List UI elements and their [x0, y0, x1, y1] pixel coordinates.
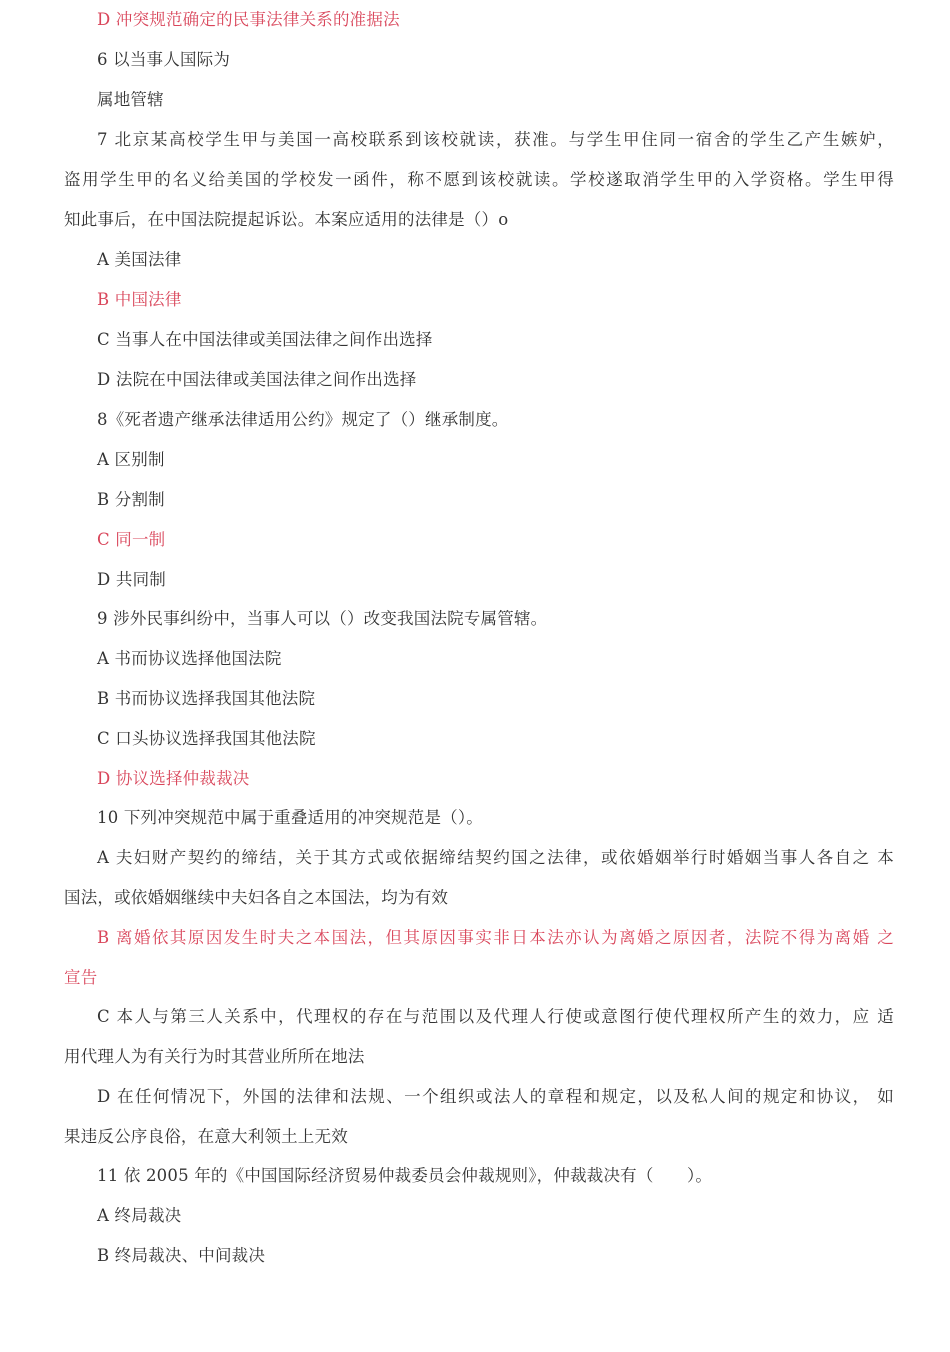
question-10-option-c-line-1: C 本人与第三人关系中，代理权的存在与范围以及代理人行使或意图行使代理权所产生的效力，应 适	[97, 1007, 894, 1026]
question-7-option-a: A 美国法律	[97, 250, 182, 269]
question-9-option-a: A 书而协议选择他国法院	[97, 649, 282, 668]
question-10-option-b-answer-line-1: B 离婚依其原因发生时夫之本国法，但其原因事实非日本法亦认为离婚之原因者，法院不得为离婚 之	[97, 928, 894, 947]
question-7-option-c: C 当事人在中国法律或美国法律之间作出选择	[97, 330, 433, 349]
answer-6: 属地管辖	[97, 90, 164, 109]
question-10-option-a-line-1: A 夫妇财产契约的缔结，关于其方式或依据缔结契约国之法律，或依婚姻举行时婚姻当事人各自之 本	[97, 848, 894, 867]
option-d-answer: D 冲突规范确定的民事法律关系的准据法	[97, 10, 400, 29]
question-9-option-d-answer: D 协议选择仲裁裁决	[97, 769, 250, 788]
question-7-line-1: 7 北京某高校学生甲与美国一高校联系到该校就读，获准。与学生甲住同一宿舍的学生乙产生嫉妒，	[97, 130, 894, 149]
question-8-option-a: A 区别制	[97, 450, 165, 469]
question-11: 11 依 2005 年的《中国国际经济贸易仲裁委员会仲裁规则》，仲裁裁决有（ ）。	[97, 1166, 713, 1185]
question-11-option-b: B 终局裁决、中间裁决	[97, 1246, 266, 1265]
question-8-option-b: B 分割制	[97, 490, 165, 509]
question-9-option-c: C 口头协议选择我国其他法院	[97, 729, 316, 748]
question-7-line-3: 知此事后，在中国法院提起诉讼。本案应适用的法律是（）o	[64, 210, 509, 229]
question-9: 9 涉外民事纠纷中，当事人可以（）改变我国法院专属管辖。	[97, 609, 548, 628]
question-10-option-c-line-2: 用代理人为有关行为时其营业所所在地法	[64, 1047, 365, 1066]
question-9-option-b: B 书而协议选择我国其他法院	[97, 689, 316, 708]
question-6: 6 以当事人国际为	[97, 50, 231, 69]
question-10-option-d-line-1: D 在任何情况下，外国的法律和法规、一个组织或法人的章程和规定，以及私人间的规定和协议， 如	[97, 1087, 894, 1106]
question-10-option-b-answer-line-2: 宣告	[64, 968, 98, 987]
question-7-option-b-answer: B 中国法律	[97, 290, 182, 309]
question-10-option-d-line-2: 果违反公序良俗，在意大利领土上无效	[64, 1127, 348, 1146]
question-8-option-d: D 共同制	[97, 570, 166, 589]
question-10-option-a-line-2: 国法，或依婚姻继续中夫妇各自之本国法，均为有效	[64, 888, 449, 907]
question-7-line-2: 盗用学生甲的名义给美国的学校发一函件，称不愿到该校就读。学校遂取消学生甲的入学资格。学生甲得	[64, 170, 894, 189]
question-8: 8《死者遗产继承法律适用公约》规定了（）继承制度。	[97, 410, 509, 429]
question-7-option-d: D 法院在中国法律或美国法律之间作出选择	[97, 370, 417, 389]
question-10: 10 下列冲突规范中属于重叠适用的冲突规范是（）。	[97, 808, 483, 827]
question-8-option-c-answer: C 同一制	[97, 530, 166, 549]
question-11-option-a: A 终局裁决	[97, 1206, 182, 1225]
